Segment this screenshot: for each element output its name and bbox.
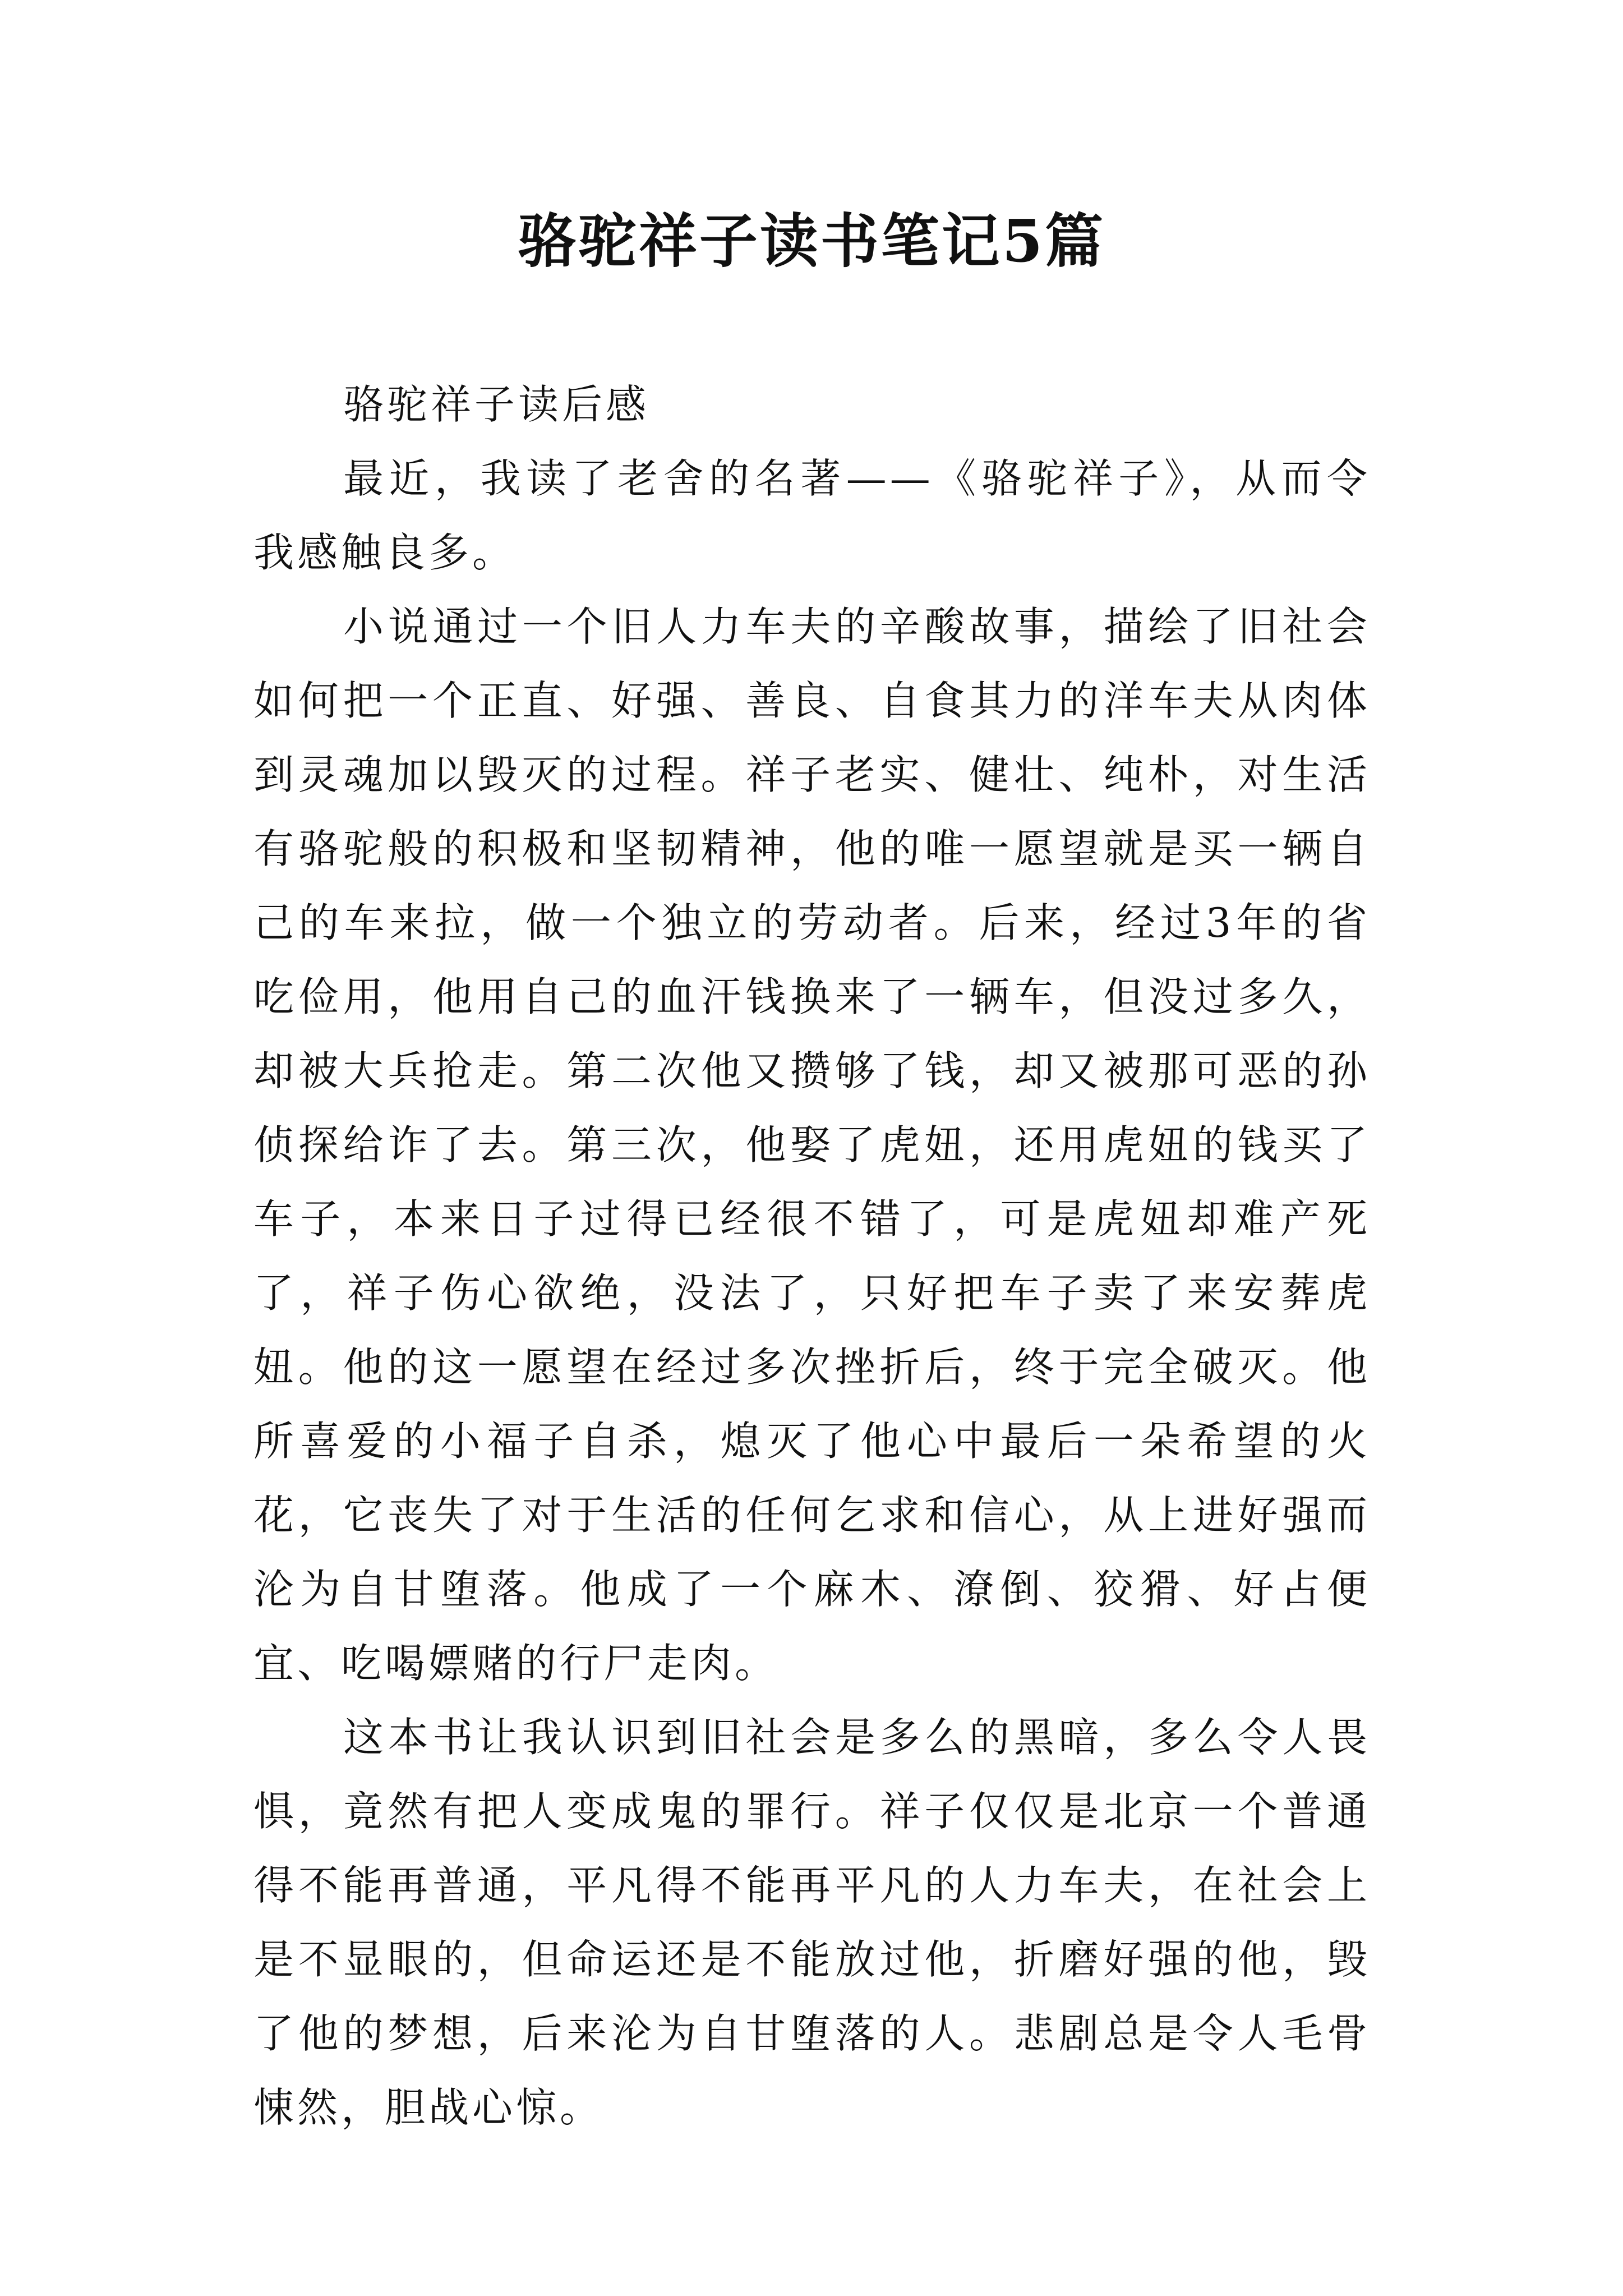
paragraph-2: 小说通过一个旧人力车夫的辛酸故事，描绘了旧社会如何把一个正直、好强、善良、自食其力的洋车夫从肉体到灵魂加以毁灭的过程。祥子老实、健壮、纯朴，对生活有骆驼般的积极和坚韧精神，他的唯一愿望就是买一辆自己的车来拉，做一个独立的劳动者。后来，经过3年的省吃俭用，他用自己的血汗钱换来了一辆车，但没过多久，却被大兵抢走。第二次他又攒够了钱，却又被那可恶的孙侦探给诈了去。第三次，他娶了虎妞，还用虎妞的钱买了车子，本来日子过得已经很不错了，可是虎妞却难产死了，祥子伤心欲绝，没法了，只好把车子卖了来安葬虎妞。他的这一愿望在经过多次挫折后，终于完全破灭。他所喜爱的小福子自杀，熄灭了他心中最后一朵希望的火花，它丧失了对于生活的任何乞求和信心，从上进好强而沦为自甘堕落。他成了一个麻木、潦倒、狡猾、好占便宜、吃喝嫖赌的行尸走肉。 xyxy=(253,603,1371,1687)
paragraph-1: 最近，我读了老舍的名著——《骆驼祥子》，从而令我感触良多。 xyxy=(253,455,1371,576)
document-body xyxy=(253,367,1371,2145)
paragraph-3: 这本书让我认识到旧社会是多么的黑暗，多么令人畏惧，竟然有把人变成鬼的罪行。祥子仅仅是北京一个普通得不能再普通，平凡得不能再平凡的人力车夫，在社会上是不显眼的，但命运还是不能放过他，折磨好强的他，毁了他的梦想，后来沦为自甘堕落的人。悲剧总是令人毛骨悚然，胆战心惊。 xyxy=(253,1714,1371,2131)
document-title: 骆驼祥子读书笔记5篇 xyxy=(517,206,1106,275)
document-subtitle: 骆驼祥子读后感 xyxy=(343,381,650,428)
